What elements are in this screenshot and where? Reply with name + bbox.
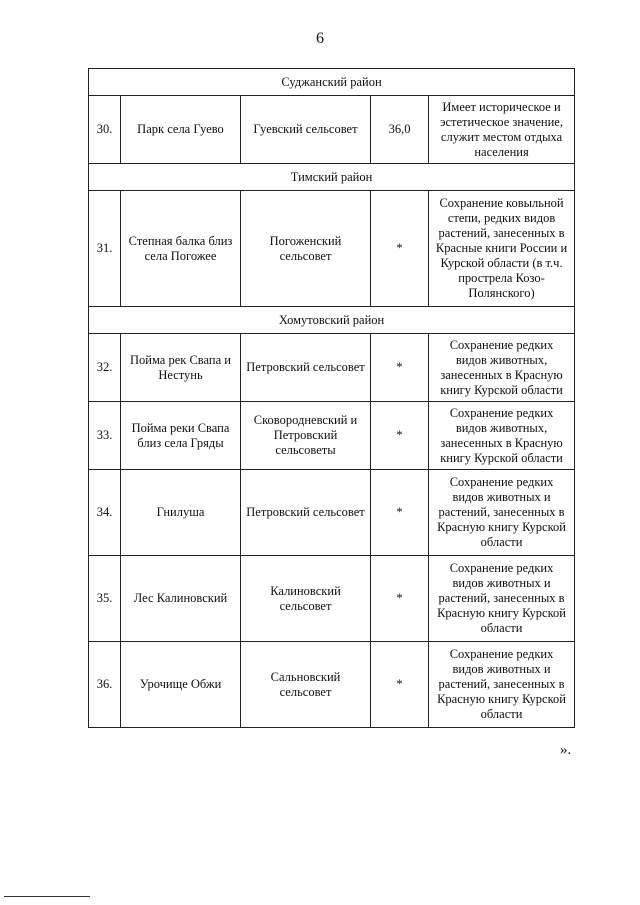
admin-unit: Гуевский сельсовет	[241, 96, 371, 164]
row-number: 31.	[89, 191, 121, 307]
purpose-text: Сохранение редких видов животных, занесенных в Красную книгу Курской области	[429, 402, 575, 470]
admin-unit: Сковородневский и Петровский сельсоветы	[241, 402, 371, 470]
purpose-text: Сохранение редких видов животных и растений, занесенных в Красную книгу Курской области	[429, 556, 575, 642]
purpose-text: Имеет историческое и эстетическое значение, служит местом отдыха населения	[429, 96, 575, 164]
district-heading: Хомутовский район	[89, 307, 575, 334]
district-row	[89, 164, 575, 191]
area-value: *	[371, 556, 429, 642]
row-number: 36.	[89, 642, 121, 728]
site-name: Пойма рек Свапа и Нестунь	[121, 334, 241, 402]
purpose-text: Сохранение редких видов животных, занесенных в Красную книгу Курской области	[429, 334, 575, 402]
district-heading: Тимский район	[89, 164, 575, 191]
row-number: 30.	[89, 96, 121, 164]
table-row	[89, 191, 575, 307]
area-value: *	[371, 191, 429, 307]
purpose-text: Сохранение ковыльной степи, редких видов растений, занесенных в Красные книги России и Курской области (в т.ч. прострела Козо-Полянского)	[429, 191, 575, 307]
row-number: 35.	[89, 556, 121, 642]
site-name: Лес Калиновский	[121, 556, 241, 642]
area-value: *	[371, 470, 429, 556]
site-name: Степная балка близ села Погожее	[121, 191, 241, 307]
table-row	[89, 96, 575, 164]
site-name: Пойма реки Свапа близ села Гряды	[121, 402, 241, 470]
row-number: 32.	[89, 334, 121, 402]
closing-quote: ».	[560, 742, 572, 758]
table-row	[89, 642, 575, 728]
admin-unit: Калиновский сельсовет	[241, 556, 371, 642]
page-number: 6	[316, 30, 324, 47]
footnote-divider	[4, 896, 90, 897]
admin-unit: Петровский сельсовет	[241, 470, 371, 556]
table-row	[89, 334, 575, 402]
site-name: Парк села Гуево	[121, 96, 241, 164]
district-heading: Суджанский район	[89, 69, 575, 96]
area-value: *	[371, 642, 429, 728]
area-value: *	[371, 334, 429, 402]
purpose-text: Сохранение редких видов животных и растений, занесенных в Красную книгу Курской области	[429, 470, 575, 556]
table-row	[89, 556, 575, 642]
admin-unit: Петровский сельсовет	[241, 334, 371, 402]
district-row	[89, 307, 575, 334]
table-row	[89, 470, 575, 556]
site-name: Урочище Обжи	[121, 642, 241, 728]
area-value: *	[371, 402, 429, 470]
district-row	[89, 69, 575, 96]
protected-areas-table	[88, 68, 575, 728]
site-name: Гнилуша	[121, 470, 241, 556]
purpose-text: Сохранение редких видов животных и растений, занесенных в Красную книгу Курской области	[429, 642, 575, 728]
admin-unit: Погоженский сельсовет	[241, 191, 371, 307]
area-value: 36,0	[371, 96, 429, 164]
admin-unit: Сальновский сельсовет	[241, 642, 371, 728]
table-row	[89, 402, 575, 470]
row-number: 33.	[89, 402, 121, 470]
row-number: 34.	[89, 470, 121, 556]
